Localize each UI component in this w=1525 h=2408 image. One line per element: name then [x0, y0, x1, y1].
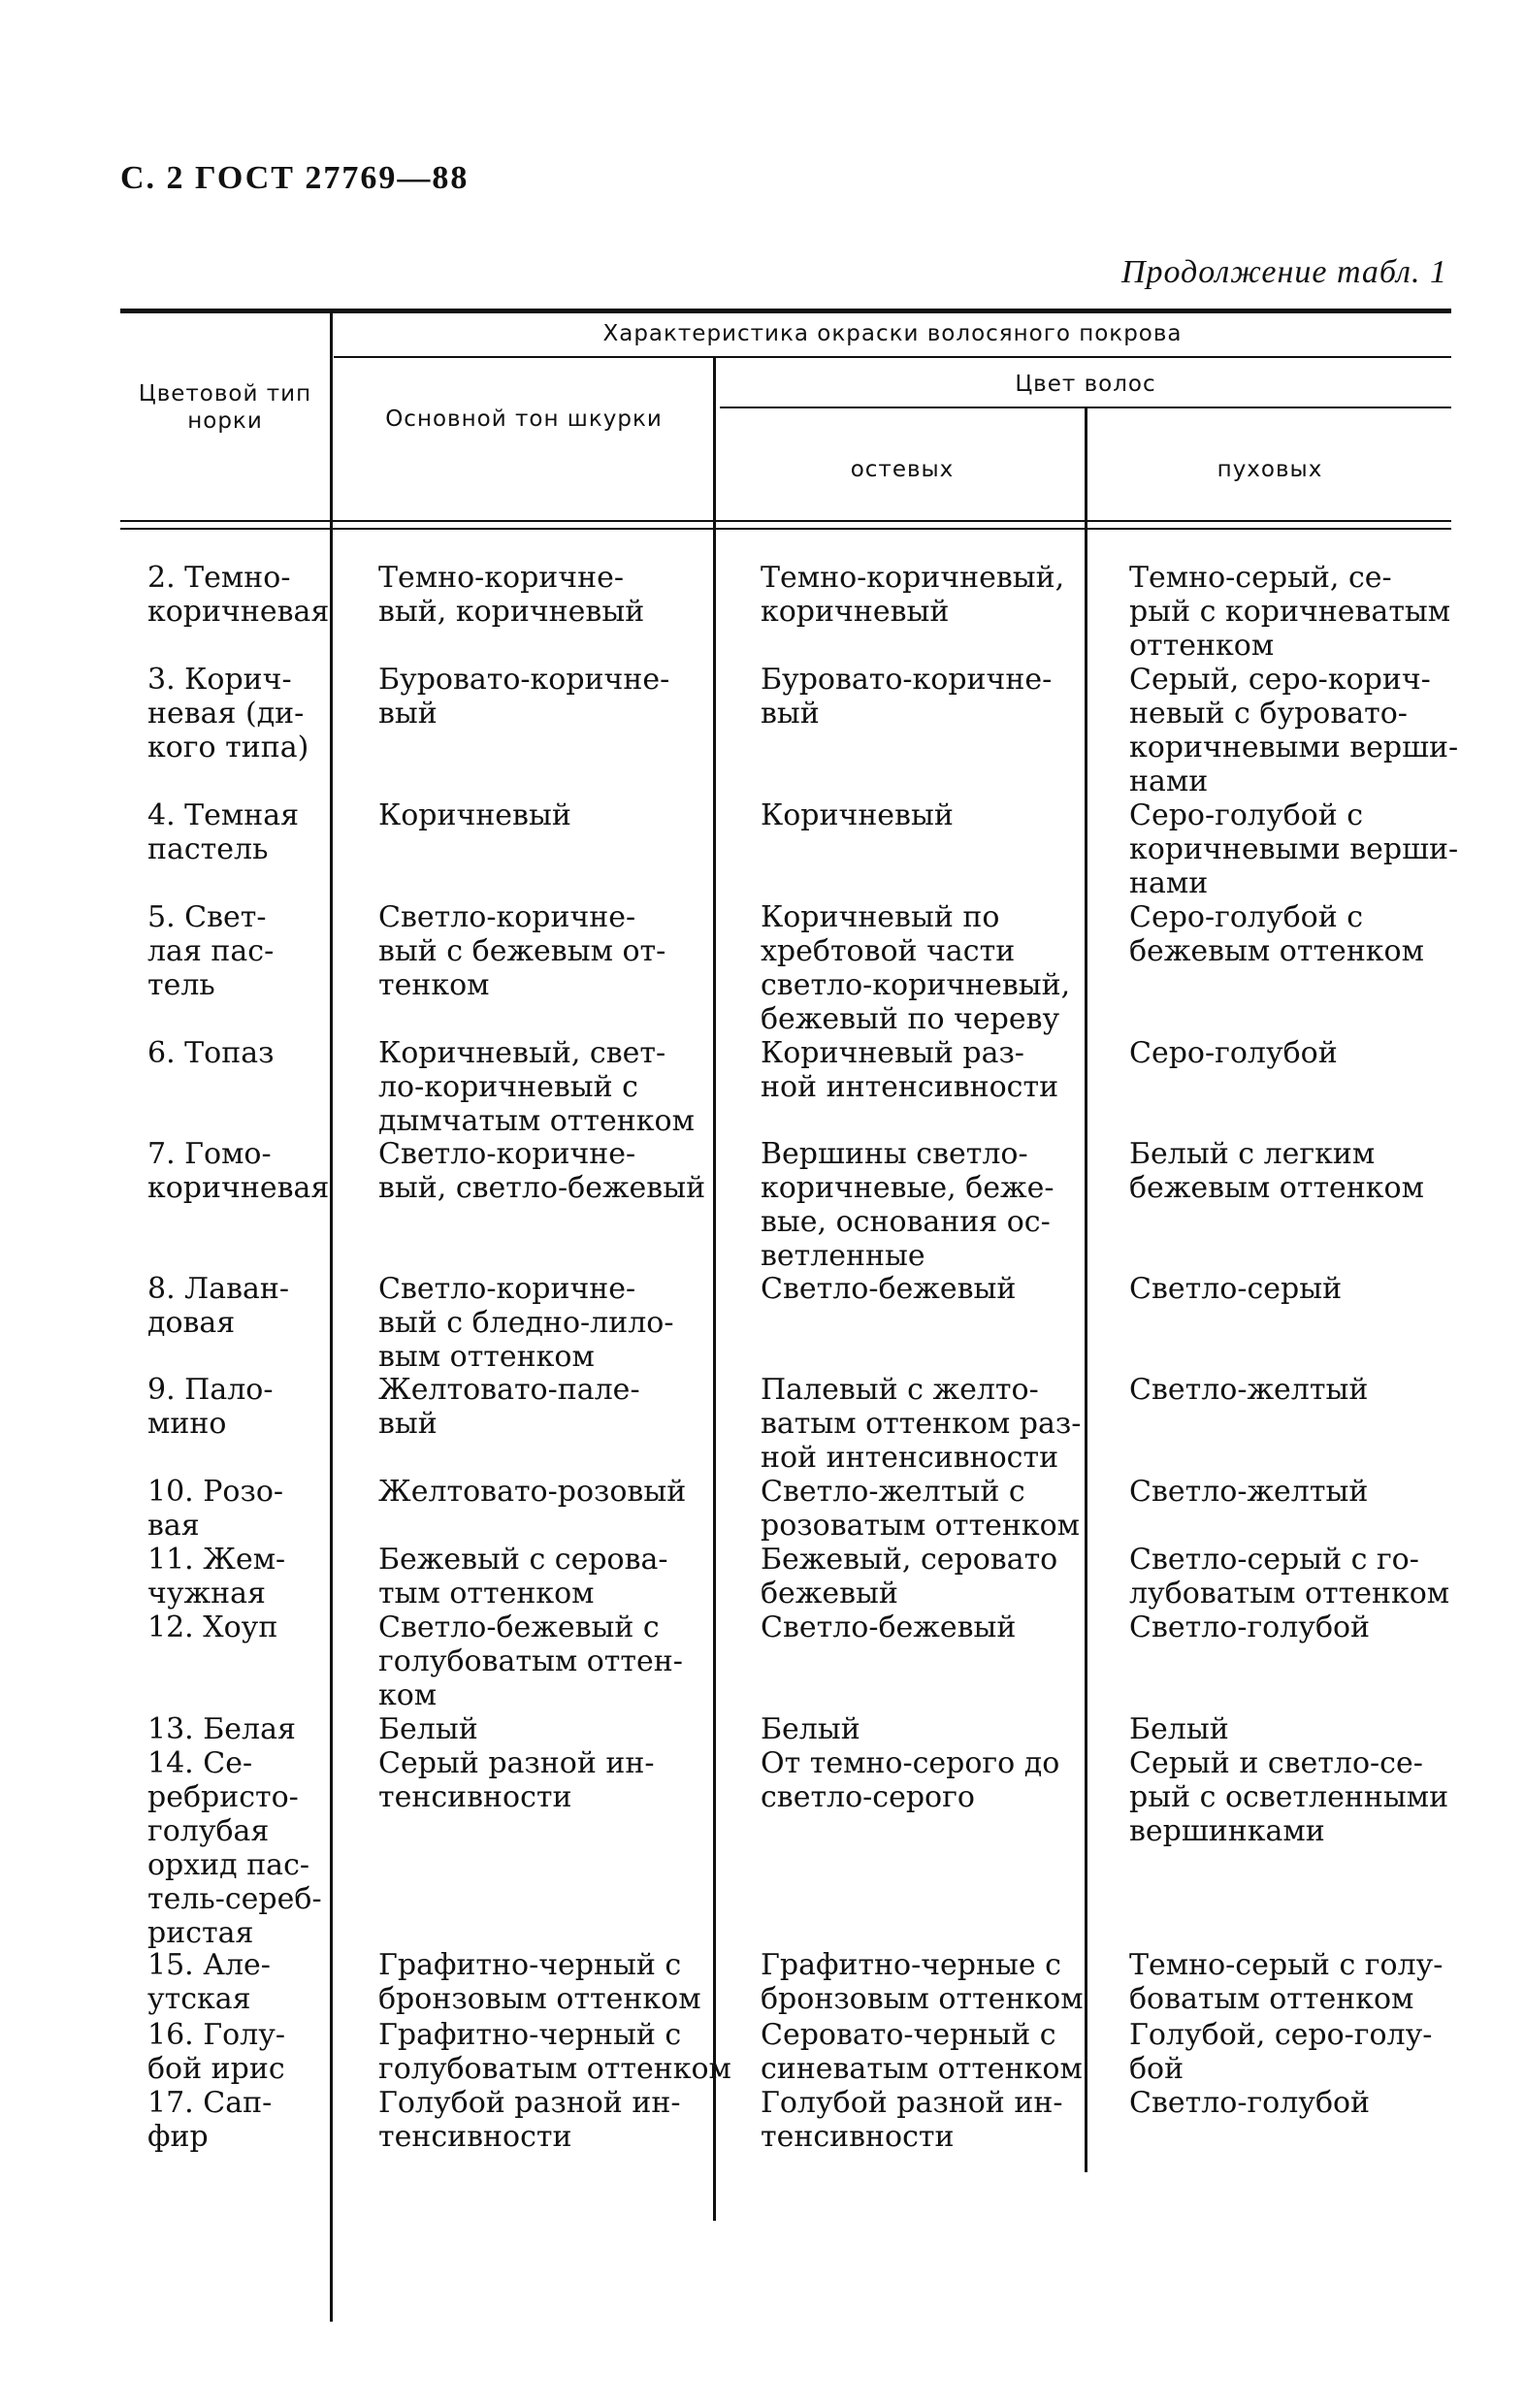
row-guard: Палевый с желто- ватым оттенком раз- ной интенсивности	[761, 1373, 1082, 1475]
row-down: Серо-голубой с коричневыми верши- нами	[1129, 798, 1459, 900]
row-guard: Светло-желтый с розоватым оттенком	[761, 1475, 1080, 1543]
row-down: Светло-желтый	[1129, 1475, 1369, 1509]
row-type: 4. Темная пастель	[147, 798, 300, 866]
row-type: 16. Голу- бой ирис	[147, 2018, 286, 2086]
header-hair-color: Цвет волос	[1015, 372, 1156, 397]
row-guard: Коричневый	[761, 798, 954, 832]
header-type: Цветовой тип норки	[138, 381, 312, 434]
row-guard: Графитно-черные с бронзовым оттенком	[761, 1948, 1084, 2016]
row-base: Бежевый с серова- тым оттенком	[378, 1543, 668, 1611]
row-down: Серый, серо-корич- невый с буровато- коричневыми верши- нами	[1129, 663, 1459, 798]
row-type: 13. Белая	[147, 1712, 296, 1746]
row-base: Темно-коричне- вый, коричневый	[378, 561, 645, 629]
table-caption: Продолжение табл. 1	[1120, 254, 1447, 290]
row-base: Коричневый, свет- ло-коричневый с дымчатым оттенком	[378, 1036, 695, 1138]
header-down: пуховых	[1217, 457, 1323, 482]
row-down: Серо-голубой	[1129, 1036, 1338, 1070]
row-type: 9. Пало- мино	[147, 1373, 274, 1441]
row-down: Белый с легким бежевым оттенком	[1129, 1137, 1424, 1205]
row-type: 17. Сап- фир	[147, 2086, 273, 2154]
row-type: 7. Гомо- коричневая	[147, 1137, 330, 1205]
row-down: Светло-серый	[1129, 1272, 1343, 1306]
row-base: Желтовато-розовый	[378, 1475, 687, 1509]
row-base: Светло-коричне- вый с бледно-лило- вым оттенком	[378, 1272, 674, 1374]
row-base: Желтовато-пале- вый	[378, 1373, 640, 1441]
header-group: Характеристика окраски волосяного покрова	[602, 321, 1183, 346]
row-guard: Коричневый раз- ной интенсивности	[761, 1036, 1059, 1104]
row-down: Темно-серый, се- рый с коричневатым оттенком	[1129, 561, 1451, 663]
row-type: 6. Топаз	[147, 1036, 275, 1070]
header-base-tone: Основной тон шкурки	[385, 407, 663, 432]
header-bottom-rule-2	[120, 528, 1451, 530]
row-down: Светло-голубой	[1129, 1611, 1371, 1644]
row-down: Светло-серый с го- лубоватым оттенком	[1129, 1543, 1450, 1611]
header-guard: остевых	[850, 457, 955, 482]
header-rule-group	[334, 356, 1451, 358]
page-header: С. 2 ГОСТ 27769—88	[120, 160, 470, 196]
row-type: 8. Лаван- довая	[147, 1272, 289, 1340]
row-down: Светло-желтый	[1129, 1373, 1369, 1407]
row-type: 2. Темно- коричневая	[147, 561, 330, 629]
row-base: Коричневый	[378, 798, 571, 832]
row-guard: Вершины светло- коричневые, беже- вые, основания ос- ветленные	[761, 1137, 1055, 1273]
row-type: 11. Жем- чужная	[147, 1543, 286, 1611]
row-guard: Серовато-черный с синеватым оттенком	[761, 2018, 1083, 2086]
row-type: 3. Корич- невая (ди- кого типа)	[147, 663, 309, 765]
row-guard: Белый	[761, 1712, 860, 1746]
row-base: Буровато-коричне- вый	[378, 663, 670, 731]
row-guard: Голубой разной ин- тенсивности	[761, 2086, 1063, 2154]
table-top-rule	[120, 309, 1451, 313]
header-bottom-rule-1	[120, 520, 1451, 522]
row-base: Голубой разной ин- тенсивности	[378, 2086, 681, 2154]
row-type: 5. Свет- лая пас- тель	[147, 900, 275, 1002]
row-base: Графитно-черный с голубоватым оттенком	[378, 2018, 731, 2086]
row-guard: Светло-бежевый	[761, 1611, 1017, 1644]
row-guard: Темно-коричневый, коричневый	[761, 561, 1065, 629]
row-base: Графитно-черный с бронзовым оттенком	[378, 1948, 701, 2016]
row-guard: Буровато-коричне- вый	[761, 663, 1053, 731]
row-guard: Бежевый, серовато бежевый	[761, 1543, 1058, 1611]
row-guard: Светло-бежевый	[761, 1272, 1017, 1306]
row-down: Голубой, серо-голу- бой	[1129, 2018, 1433, 2086]
row-guard: Коричневый по хребтовой части светло-коричневый, бежевый по череву	[761, 900, 1071, 1036]
row-down: Серый и светло-се- рый с осветленными вершинками	[1129, 1746, 1449, 1848]
row-type: 10. Розо- вая	[147, 1475, 284, 1543]
row-down: Белый	[1129, 1712, 1229, 1746]
row-type: 14. Се- ребристо- голубая орхид пас- тель-сереб- ристая	[147, 1746, 322, 1950]
row-base: Светло-коричне- вый с бежевым от- тенком	[378, 900, 666, 1002]
row-base: Светло-бежевый с голубоватым оттен- ком	[378, 1611, 683, 1712]
row-down: Светло-голубой	[1129, 2086, 1371, 2120]
row-base: Светло-коричне- вый, светло-бежевый	[378, 1137, 706, 1205]
row-base: Серый разной ин- тенсивности	[378, 1746, 655, 1814]
row-down: Темно-серый с голу- боватым оттенком	[1129, 1948, 1444, 2016]
row-type: 15. Але- утская	[147, 1948, 271, 2016]
row-guard: От темно-серого до светло-серого	[761, 1746, 1060, 1814]
row-base: Белый	[378, 1712, 478, 1746]
row-down: Серо-голубой с бежевым оттенком	[1129, 900, 1424, 968]
row-type: 12. Хоуп	[147, 1611, 278, 1644]
